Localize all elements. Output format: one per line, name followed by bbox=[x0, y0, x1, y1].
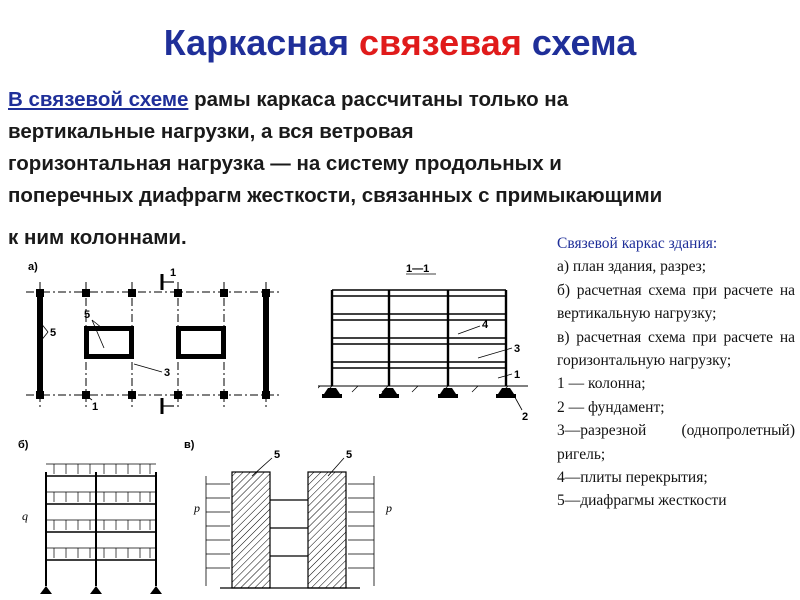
intro-line-1 bbox=[8, 84, 798, 116]
plan-tag: а) bbox=[28, 261, 38, 273]
legend-item: 1 — колонна; bbox=[557, 375, 646, 393]
legend-item: 2 — фундамент; bbox=[557, 398, 665, 416]
horizontal-load-left-label: p bbox=[194, 501, 200, 515]
vertical-scheme-drawing bbox=[18, 436, 188, 596]
horizontal-scheme-figure bbox=[180, 436, 410, 596]
section-callout: 3 bbox=[514, 343, 521, 355]
horizontal-scheme-tag: в) bbox=[184, 439, 195, 451]
intro-lead-term: В связевой схеме bbox=[8, 88, 189, 111]
diaphragm-wall-right bbox=[308, 472, 346, 588]
plan-callout: 1 bbox=[92, 401, 99, 413]
section-callout: 1 bbox=[514, 369, 521, 381]
title-part2: схема bbox=[521, 22, 637, 63]
vertical-scheme-figure bbox=[18, 436, 188, 596]
legend-item: 5—диафрагмы жесткости bbox=[557, 492, 727, 510]
section-figure bbox=[318, 260, 548, 430]
vertical-load-label: q bbox=[22, 509, 28, 523]
intro-line1-rest: рамы каркаса рассчитаны только на bbox=[188, 88, 569, 111]
section-title: 1—1 bbox=[406, 263, 430, 275]
legend-item: а) план здания, разрез; bbox=[557, 258, 707, 276]
intro-text bbox=[8, 84, 798, 254]
legend-title: Связевой каркас здания: bbox=[557, 235, 718, 252]
horizontal-load-right-label: p bbox=[386, 501, 392, 515]
section-drawing bbox=[318, 260, 548, 430]
horizontal-callout: 5 bbox=[346, 449, 353, 461]
diaphragm-wall-left bbox=[232, 472, 270, 588]
legend-item: б) расчетная схема при расчете на вертикальную нагрузку; bbox=[557, 281, 795, 323]
intro-line-2: вертикальные нагрузки, а вся ветровая bbox=[8, 120, 414, 143]
plan-figure bbox=[22, 260, 302, 420]
legend-item: 4—плиты перекрытия; bbox=[557, 469, 708, 487]
figure-legend bbox=[557, 232, 795, 513]
intro-line-3: горизонтальная нагрузка — на систему продольных и bbox=[8, 152, 562, 175]
section-callout: 2 bbox=[522, 411, 529, 423]
slide-title bbox=[0, 22, 800, 64]
legend-item: 3—разрезной (однопролетный) ригель; bbox=[557, 422, 795, 463]
legend-item: в) расчетная схема при расчете на горизонтальную нагрузку; bbox=[557, 328, 795, 370]
title-part1: Каркасная bbox=[163, 22, 360, 63]
plan-drawing bbox=[22, 260, 302, 420]
plan-cut-label: 1 bbox=[170, 267, 177, 279]
horizontal-callout: 5 bbox=[274, 449, 281, 461]
section-callout: 4 bbox=[482, 319, 489, 331]
plan-callout: 5 bbox=[84, 309, 91, 321]
plan-callout: 5 bbox=[50, 327, 57, 339]
horizontal-scheme-drawing bbox=[180, 436, 410, 596]
vertical-scheme-tag: б) bbox=[18, 439, 29, 451]
plan-callout: 3 bbox=[164, 367, 171, 379]
intro-line-5: к ним колоннами. bbox=[8, 226, 187, 249]
intro-line-4: поперечных диафрагм жесткости, связанных с примыкающими bbox=[8, 184, 663, 207]
title-accent: связевая bbox=[359, 22, 522, 63]
